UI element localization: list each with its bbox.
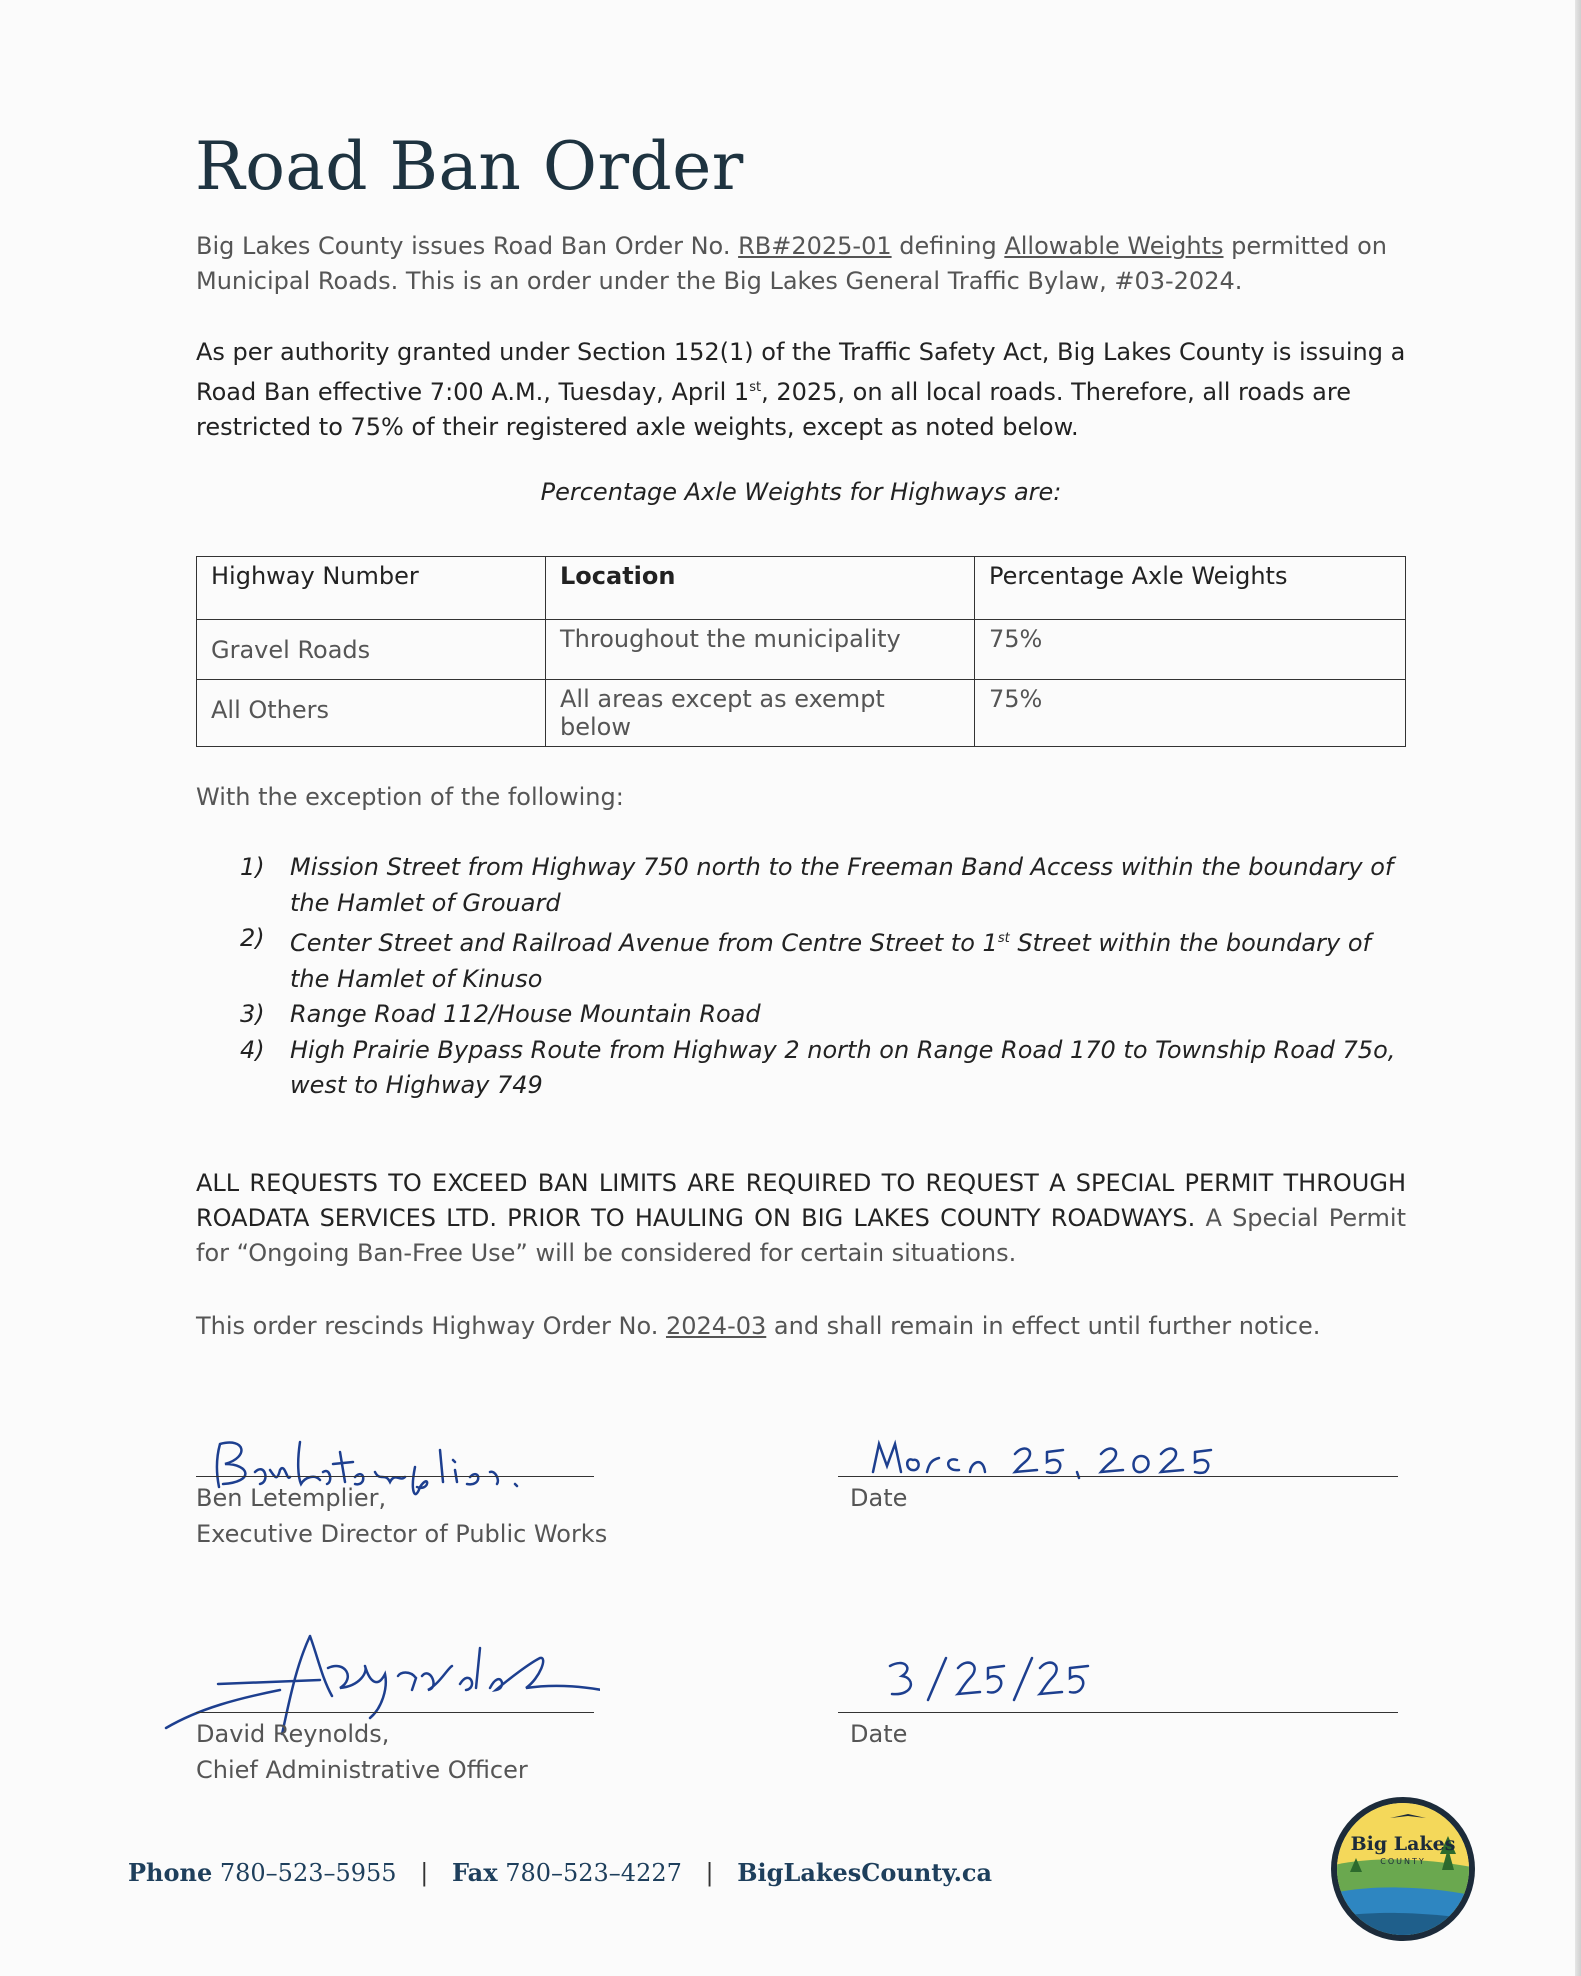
date-line	[838, 1712, 1398, 1713]
exceptions-list	[240, 850, 1410, 1104]
table-cell: 75%	[975, 620, 1406, 680]
table-cell: All areas except as exempt below	[546, 680, 975, 747]
date-label: Date	[850, 1720, 908, 1748]
date-line	[838, 1476, 1398, 1477]
intro-paragraph: Big Lakes County issues Road Ban Order No. RB#2025-01 defining Allowable Weights permitted on Municipal Roads. This is an order under the Big Lakes General Traffic Bylaw, #03-2024.	[196, 232, 1387, 295]
date-label: Date	[850, 1484, 908, 1512]
table-caption: Percentage Axle Weights for Highways are:	[540, 478, 1062, 506]
big-lakes-county-logo	[1330, 1796, 1476, 1942]
table-header: Highway Number	[197, 557, 546, 620]
order-number: RB#2025-01	[738, 232, 892, 260]
signer-1	[196, 1480, 607, 1552]
fax-label: Fax	[451, 1858, 498, 1887]
axle-weights-table	[196, 556, 1406, 747]
signature-line	[196, 1476, 594, 1477]
table-cell: Throughout the municipality	[546, 620, 975, 680]
page-title: Road Ban Order	[195, 128, 744, 205]
website-link[interactable]: BigLakesCounty.ca	[737, 1858, 993, 1887]
page-edge	[1575, 0, 1581, 1976]
footer-contact: Phone 780–523–5955 | Fax 780–523–4227 | BigLakesCounty.ca	[128, 1858, 993, 1887]
signer-name: Ben Letemplier,	[196, 1484, 387, 1512]
list-item: 1) Mission Street from Highway 750 north to the Freeman Band Access within the boundary of the Hamlet of Grouard	[240, 853, 1394, 917]
signature-line	[196, 1712, 594, 1713]
table-cell: All Others	[197, 680, 546, 747]
table-cell: 75%	[975, 680, 1406, 747]
signer-2	[196, 1716, 528, 1788]
phone-label: Phone	[128, 1858, 213, 1887]
table-header: Percentage Axle Weights	[975, 557, 1406, 620]
phone-number[interactable]: 780–523–5955	[219, 1859, 397, 1887]
signer-role: Executive Director of Public Works	[196, 1520, 608, 1548]
table-header: Location	[546, 557, 975, 620]
signer-role: Chief Administrative Officer	[196, 1756, 528, 1784]
rescind-paragraph: This order rescinds Highway Order No. 2024-03 and shall remain in effect until further notice.	[196, 1312, 1321, 1340]
logo-subtext: COUNTY	[1380, 1857, 1426, 1866]
permit-paragraph: ALL REQUESTS TO EXCEED BAN LIMITS ARE REQUIRED TO REQUEST A SPECIAL PERMIT THROUGH ROADATA SERVICES LTD. PRIOR TO HAULING ON BIG LAKES COUNTY ROADWAYS. A Special Permit for “Ongoing Ban-Free Use” will be considered for certain situations.	[196, 1169, 1407, 1267]
fax-number: 780–523–4227	[505, 1859, 682, 1887]
table-row	[197, 620, 1406, 680]
signer-name: David Reynolds,	[196, 1720, 390, 1748]
rescinded-order-number: 2024-03	[665, 1312, 767, 1340]
permit-requirement: ALL REQUESTS TO EXCEED BAN LIMITS ARE REQUIRED TO REQUEST A SPECIAL PERMIT THROUGH ROADATA SERVICES LTD. PRIOR TO HAULING ON BIG LAKES COUNTY ROADWAYS.	[196, 1169, 1406, 1232]
list-item: 2) Center Street and Railroad Avenue from Centre Street to 1st Street within the boundary of the Hamlet of Kinuso	[240, 924, 1371, 993]
exception-intro: With the exception of the following:	[196, 783, 624, 811]
authority-paragraph: As per authority granted under Section 152(1) of the Traffic Safety Act, Big Lakes County is issuing a Road Ban effective 7:00 A.M., Tuesday, April 1st, 2025, on all local roads. Therefore, all roads are restricted to 75% of their registered axle weights, except as noted below.	[196, 338, 1406, 441]
list-item: 3) Range Road 112/House Mountain Road	[240, 1000, 761, 1028]
allowable-weights: Allowable Weights	[1004, 232, 1224, 260]
table-header-row	[197, 557, 1406, 620]
table-row	[197, 680, 1406, 747]
handwritten-date-2	[880, 1652, 1100, 1708]
logo-text: Big Lakes	[1350, 1833, 1456, 1855]
table-cell: Gravel Roads	[197, 620, 546, 680]
list-item: 4) High Prairie Bypass Route from Highway 2 north on Range Road 170 to Township Road 75o, west to Highway 749	[240, 1035, 1396, 1099]
